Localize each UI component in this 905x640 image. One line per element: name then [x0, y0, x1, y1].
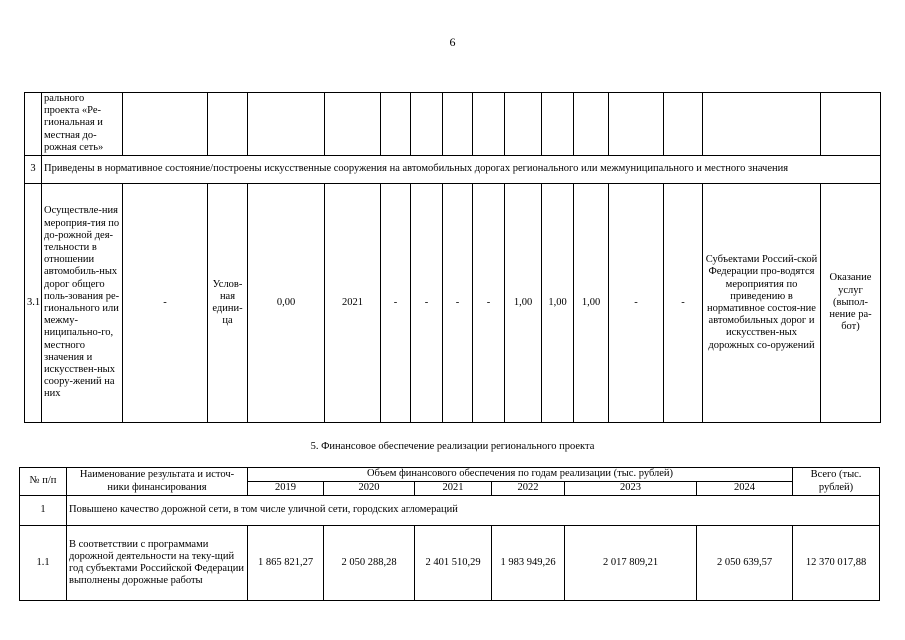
value-cell: 1 865 821,27 — [248, 526, 324, 601]
continuation-text: рального проекта «Ре-гиональная и местная до-рожная сеть» — [42, 93, 123, 156]
value-cell: 2 050 639,57 — [697, 526, 793, 601]
result-kind: Оказание услуг (выпол-нение ра-бот) — [821, 184, 881, 423]
header-year: 2021 — [415, 482, 492, 496]
result-type: - — [123, 184, 208, 423]
value-cell: - — [411, 184, 443, 423]
row-number: 1.1 — [20, 526, 67, 601]
value-cell: - — [381, 184, 411, 423]
value-cell: - — [473, 184, 505, 423]
financing-table — [19, 467, 880, 601]
result-name: Осуществле-ния мероприя-тия по до-рожной дея-тельности в отношении автомобиль-ных дорог общего поль-зования ре-гионального или межму-ниципально-го, местного значения и искусствен-ных соору-жений на них — [42, 184, 123, 423]
continuation-row — [25, 93, 881, 156]
section-title: Приведены в нормативное состояние/построены искусственные сооружения на автомобильных дорогах регионального или межмуниципального и местного значения — [42, 156, 881, 184]
header-total: Всего (тыс. рублей) — [793, 468, 880, 496]
value-cell: 2 050 288,28 — [324, 526, 415, 601]
value-cell: 1,00 — [505, 184, 542, 423]
total-cell: 12 370 017,88 — [793, 526, 880, 601]
header-year: 2019 — [248, 482, 324, 496]
section-number: 3 — [25, 156, 42, 184]
value-cell: 1,00 — [542, 184, 574, 423]
header-name: Наименование результата и источ-ники финансирования — [67, 468, 248, 496]
table-row — [20, 526, 880, 601]
unit: Услов-ная едини-ца — [208, 184, 248, 423]
section-5-title: 5. Финансовое обеспечение реализации регионального проекта — [310, 441, 595, 452]
header-row — [20, 468, 880, 482]
section-number: 1 — [20, 496, 67, 526]
value-cell: 2 401 510,29 — [415, 526, 492, 601]
result-description: Субъектами Россий-ской Федерации про-водятся мероприятия по приведению в нормативное состоя-ние автомобильных дорог и искусствен-ных дорожных со-оружений — [703, 184, 821, 423]
base-year: 2021 — [325, 184, 381, 423]
header-year: 2020 — [324, 482, 415, 496]
result-name: В соответствии с программами дорожной деятельности на теку-щий год субъектами Российской Федерации выполнены дорожные работы — [67, 526, 248, 601]
value-cell: 1 983 949,26 — [492, 526, 565, 601]
header-year: 2024 — [697, 482, 793, 496]
value-cell: - — [664, 184, 703, 423]
value-cell: 1,00 — [574, 184, 609, 423]
value-cell: 2 017 809,21 — [565, 526, 697, 601]
section-title: Повышено качество дорожной сети, в том числе уличной сети, городских агломераций — [67, 496, 880, 526]
section-row — [25, 156, 881, 184]
header-volume: Объем финансового обеспечения по годам реализации (тыс. рублей) — [248, 468, 793, 482]
header-num: № п/п — [20, 468, 67, 496]
base-value: 0,00 — [248, 184, 325, 423]
table-row — [25, 184, 881, 423]
section-row — [20, 496, 880, 526]
header-year: 2022 — [492, 482, 565, 496]
value-cell: - — [609, 184, 664, 423]
value-cell: - — [443, 184, 473, 423]
results-table — [24, 92, 881, 423]
row-number: 3.1 — [25, 184, 42, 423]
page-number: 6 — [449, 35, 456, 49]
header-year: 2023 — [565, 482, 697, 496]
